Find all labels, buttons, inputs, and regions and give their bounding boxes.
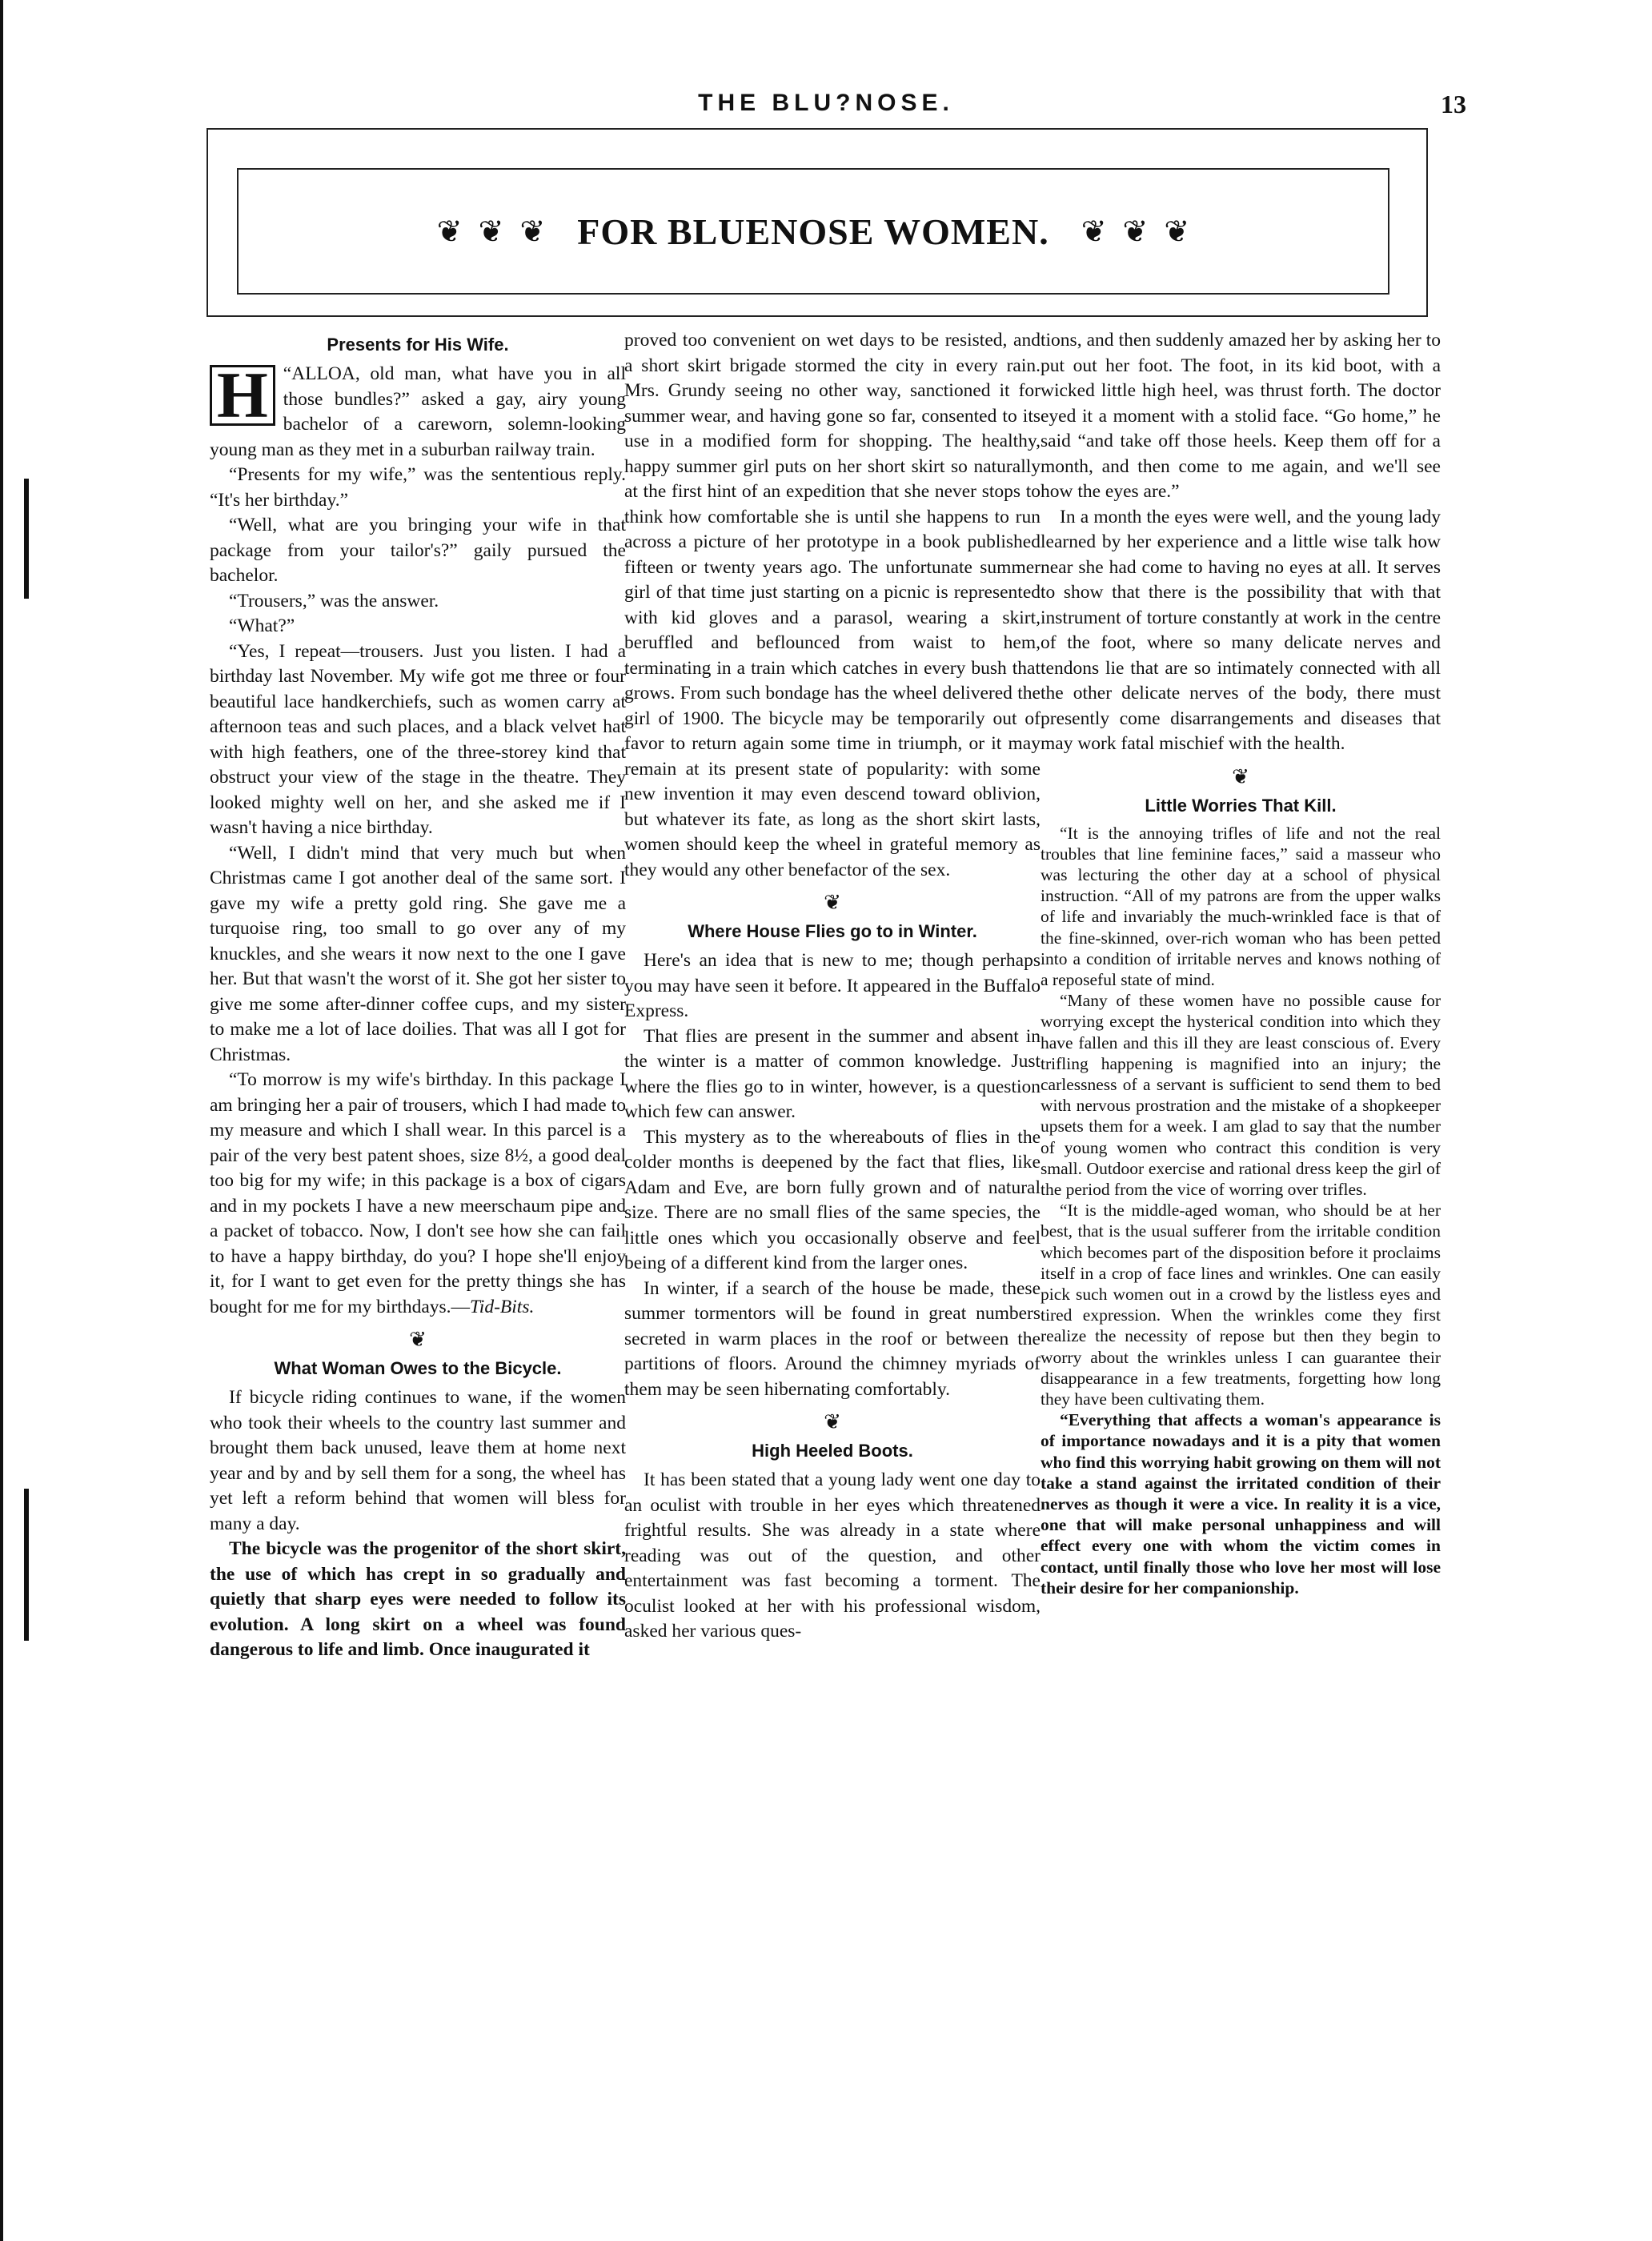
- column-1: [210, 328, 626, 1663]
- section-banner: [237, 168, 1389, 295]
- article-paragraph: “Yes, I repeat—trousers. Just you listen. I had a birthday last November. My wife got me three or four beautiful lace handkerchiefs, such as women carry at afternoon teas and such places, and a black velvet hat with high feathers, one of the three-storey kind that obstruct your view of the stage in the theatre. They looked mighty well on her, and she asked me if I wasn't having a nice birthday.: [210, 640, 626, 838]
- fleuron-icon: ❦: [519, 214, 546, 249]
- article-heading: Presents for His Wife.: [327, 335, 509, 355]
- scan-mark: [24, 479, 29, 599]
- fleuron-icon: ❦: [824, 891, 841, 914]
- article-heading: High Heeled Boots.: [752, 1441, 913, 1461]
- article-paragraph: proved too convenient on wet days to be resisted, and a short skirt brigade stormed the city in every rain. Mrs. Grundy seeing no other way, sanctioned it for summer wear, and having gone so far, consented to its use in a modified form for shopping. The healthy, happy summer girl puts on her short skirt so naturally at the first hint of an expedition that she never stops to think how comfortable she is until she happens to run across a picture of her prototype in a book published fifteen or twenty years ago. The unfortunate summer girl of that time just starting on a picnic is represented with kid gloves and a parasol, wearing a skirt, beruffled and beflounced from waist to hem, terminating in a train which catches in every bush that grows. From such bondage has the wheel delivered the girl of 1900. The bicycle may be temporarily out of favor to return again some time in triumph, or it may remain at its present state of popularity: with some new invention it may even descend toward oblivion, but whatever its fate, as long as the short skirt lasts, women should keep the wheel in grateful memory as they would any other benefactor of the sex.: [624, 330, 1041, 880]
- section-title: FOR BLUENOSE WOMEN.: [577, 210, 1049, 252]
- fleuron-icon: ❦: [1081, 214, 1107, 249]
- article-paragraph: The bicycle was the progenitor of the short skirt, the use of which has crept in so gradually and quietly that sharp eyes were needed to follow its evolution. A long skirt on a wheel was found dangerous to life and limb. Once inaugurated it: [210, 1538, 626, 1660]
- dense-text-block: [1041, 823, 1441, 1599]
- article-paragraph: That flies are present in the summer and absent in the winter is a matter of common knowledge. Just where the flies go to in winter, however, is a question which few can answer.: [624, 1025, 1041, 1122]
- article-heading: Where House Flies go to in Winter.: [688, 921, 977, 941]
- article-paragraph: In a month the eyes were well, and the young lady learned by her experience and a little wise talk how near she had come to having no eyes at all. It serves to show that there is the possibility that with that instrument of torture constantly at work in the centre of the foot, where so many delicate nerves and tendons lie that are so intimately connected with all the other delicate nerves of the body, there must presently come disarrangements and diseases that may work fatal mischief with the health.: [1041, 506, 1441, 754]
- article-paragraph: “It is the middle-aged woman, who should be at her best, that is the usual sufferer from the irritable condition which becomes part of the disposition before it proclaims itself in a crop of face lines and wrinkles. One can easily pick such women out in a crowd by the listless eyes and tired expression. When the wrinkles come they first realize the necessity of repose but then they begin to worry about the wrinkles unless I can guarantee their disappearance in a few treatments, forgetting how long they have been cultivating them.: [1041, 1201, 1441, 1409]
- article-paragraph: In winter, if a search of the house be made, these summer tormentors will be found in great numbers secreted in warm places in the roof or between the partitions of floors. Around the chimney myriads of them may be seen hibernating comfortably.: [624, 1277, 1041, 1400]
- column-2: [624, 328, 1041, 1645]
- paragraph-text: “ALLOA, old man, what have you in all those bundles?” asked a gay, airy young bachelor of a careworn, solemn-looking young man as they met in a suburban railway train.: [210, 363, 626, 460]
- article-paragraph: This mystery as to the whereabouts of flies in the colder months is deepened by the fact that flies, like Adam and Eve, are born fully grown and of natural size. There are no small flies of the same species, the little ones which you occasionally observe and feel being of a different kind from the larger ones.: [624, 1126, 1041, 1273]
- drop-cap: H: [210, 365, 275, 426]
- scan-mark: [24, 1489, 29, 1641]
- article-paragraph: If bicycle riding continues to wane, if the women who took their wheels to the country last summer and brought them back unused, leave them at home next year and by and by sell them for a song, the wheel has yet left a reform behind that women will bless for many a day.: [210, 1387, 626, 1534]
- article-paragraph: “Well, what are you bringing your wife in that package from your tailor's?” gaily pursued the bachelor.: [210, 515, 626, 586]
- article-paragraph: “It is the annoying trifles of life and not the real troubles that line feminine faces,” said a masseur who was lecturing the other day at a school of physical instruction. “All of my patrons are from the upper walks of life and invariably the much-wrinkled face is that of the fine-skinned, over-rich woman who has been petted into a condition of irritable nerves and knows nothing of a reposeful state of mind.: [1041, 823, 1441, 989]
- masthead: THE BLU?NOSE.: [698, 90, 954, 116]
- article-paragraph: [210, 359, 626, 463]
- fleuron-icon: ❦: [436, 214, 463, 249]
- fleuron-icon: ❦: [409, 1328, 427, 1351]
- article-paragraph: “Well, I didn't mind that very much but when Christmas came I got another deal of the same sort. I gave my wife a pretty gold ring. She gave me a turquoise ring, too small to go over any of my knuckles, and she wears it now next to the one I gave her. But that wasn't the worst of it. She got her sister to give me some after-dinner coffee cups, and my sister to make me a lot of lace doilies. That was all I got for Christmas.: [210, 842, 626, 1065]
- fleuron-icon: ❦: [478, 214, 504, 249]
- running-head: [0, 90, 1652, 130]
- article-heading: What Woman Owes to the Bicycle.: [274, 1358, 562, 1378]
- page-number: 13: [1441, 90, 1466, 118]
- fleuron-icon: ❦: [1164, 214, 1190, 249]
- article-paragraph: tions, and then suddenly amazed her by asking her to put out her foot. The foot, in its kid boot, with a wicked little high heel, was thrust forth. The doctor eyed it a moment with a stolid face. “Go home,” he said “and take off those heels. Keep them off for a month, and then come to me again, and we'll see how the eyes are.”: [1041, 330, 1441, 502]
- fleuron-icon: ❦: [824, 1410, 841, 1433]
- article-paragraph: “Trousers,” was the answer.: [229, 590, 439, 611]
- article-paragraph: “Everything that affects a woman's appearance is of importance nowadays and it is a pity that women who find this worrying habit growing on them will not take a stand against the irritated condition of their nerves as though it were a vice. In reality it is a vice, one that will make personal unhappiness and will effect every one with whom the victim comes in contact, until finally those who love her most will lose their desire for her companionship.: [1041, 1410, 1441, 1598]
- article-paragraph: It has been stated that a young lady went one day to an oculist with trouble in her eyes which threatened frightful results. She was already in a state where reading was out of the question, and other entertainment was fast becoming a torment. The oculist looked at her with his professional wisdom, asked her various ques-: [624, 1469, 1041, 1642]
- article-paragraph: “What?”: [229, 615, 295, 636]
- attribution: Tid-Bits.: [470, 1296, 535, 1317]
- scan-mark: [0, 0, 3, 2241]
- article-heading: Little Worries That Kill.: [1145, 795, 1337, 816]
- paragraph-text: “To morrow is my wife's birthday. In this package I am bringing her a pair of trousers, which I had made to my measure and which I shall wear. In this parcel is a pair of the very best patent shoes, size 8½, a good deal too big for my wife; in this package is a box of cigars and in my pockets I have a new meerschaum pipe and a packet of tobacco. Now, I don't see how she can fail to have a happy birthday, do you? I hope she'll enjoy it, for I want to get even for the pretty things she has bought for me for my birthdays.—: [210, 1069, 626, 1317]
- article-paragraph: [210, 1068, 626, 1320]
- column-3: [1041, 328, 1441, 1598]
- article-paragraph: Here's an idea that is new to me; though perhaps you may have seen it before. It appeared in the Buffalo Express.: [624, 950, 1041, 1021]
- article-paragraph: “Many of these women have no possible cause for worrying except the hysterical condition into which they have fallen and this ill they are least conscious of. Every trifling happening is magnified into an injury; the carlessness of a servant is sufficient to send them to bed with nervous prostration and the mistake of a shopkeeper upsets them for a week. I am glad to say that the number of young women who contract this condition is very small. Outdoor exercise and rational dress keep the girl of the period from the vice of worring over trifles.: [1041, 991, 1441, 1199]
- article-paragraph: “Presents for my wife,” was the sententious reply. “It's her birthday.”: [210, 464, 626, 511]
- fleuron-icon: ❦: [1232, 764, 1249, 788]
- fleuron-icon: ❦: [1122, 214, 1149, 249]
